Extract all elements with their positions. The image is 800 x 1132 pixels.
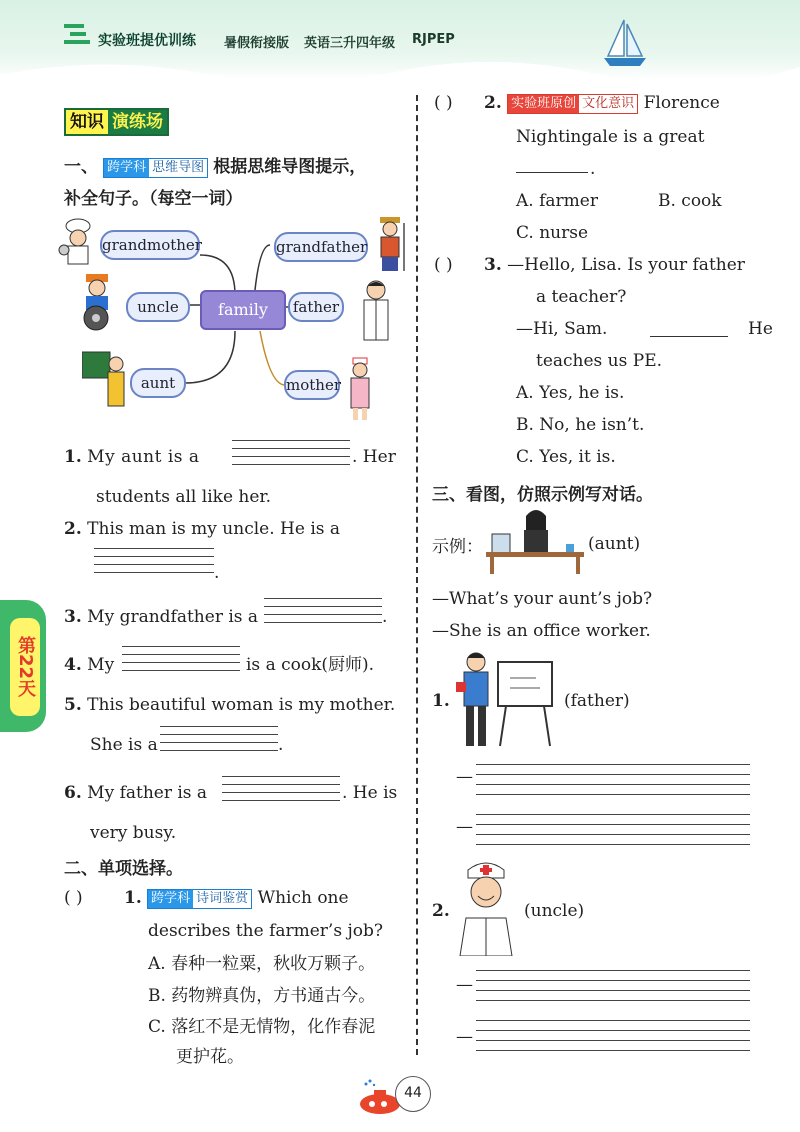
q3-line1 xyxy=(434,254,745,276)
header-wave xyxy=(0,55,800,95)
q2-line1 xyxy=(434,92,720,114)
q3-option-a[interactable]: A. Yes, he is. xyxy=(516,383,625,403)
edition-code: RJPEP xyxy=(412,32,455,47)
q1-option-c-cont: 更护花。 xyxy=(176,1047,244,1067)
p3-item-2-dash-2: — xyxy=(456,1027,473,1047)
p1-item-5-end: . xyxy=(278,735,284,755)
q2-text1: Florence xyxy=(643,93,720,113)
p1-item-6-text-a: My father is a xyxy=(87,783,208,803)
p1-item-5-blank[interactable] xyxy=(160,726,278,751)
tag-right: 思维导图 xyxy=(149,159,207,177)
course-label: 英语三升四年级 xyxy=(304,36,396,51)
doctor-figure-icon xyxy=(352,278,400,344)
q3-num: 3. xyxy=(484,255,502,275)
p1-item-6-text-c: very busy. xyxy=(90,823,177,843)
teacher-figure-icon xyxy=(82,348,128,408)
p1-item-1-line1 xyxy=(64,446,200,468)
q2-answer-paren[interactable]: ( ) xyxy=(434,93,453,113)
p1-item-5-num: 5. xyxy=(64,695,82,715)
badge-part1: 知识 xyxy=(66,110,108,134)
section-badge xyxy=(64,108,169,136)
p1-item-3-num: 3. xyxy=(64,607,82,627)
doctor-uncle-icon xyxy=(456,856,516,956)
p1-item-4-text-a: My xyxy=(87,655,115,675)
q1-text2: describes the farmer’s job? xyxy=(148,921,383,941)
office-worker-icon xyxy=(486,506,584,574)
q3-text3: —Hi, Sam. xyxy=(516,319,608,339)
q2-tag xyxy=(507,94,638,114)
q2-option-b[interactable]: B. cook xyxy=(658,191,722,211)
teacher-board-icon xyxy=(456,648,556,748)
farmer-figure-icon xyxy=(370,215,410,275)
p1-item-3-text-a: My grandfather is a xyxy=(87,607,259,627)
p1-item-2-num: 2. xyxy=(64,519,82,539)
q1-answer-paren[interactable]: ( ) xyxy=(64,888,83,908)
part1-heading xyxy=(64,152,366,178)
q1-tag-right: 诗词鉴赏 xyxy=(193,890,251,908)
p1-item-3-end: . xyxy=(382,607,388,627)
q1-tag-left: 跨学科 xyxy=(148,890,193,908)
q3-option-b[interactable]: B. No, he isn’t. xyxy=(516,415,645,435)
p1-item-1-text-b: . Her xyxy=(352,447,396,467)
sailboat-icon xyxy=(600,18,650,70)
p3-item-1-hint: (father) xyxy=(564,691,630,711)
q1-option-c[interactable]: C. 落红不是无情物，化作春泥 xyxy=(148,1017,376,1037)
q2-text2: Nightingale is a great xyxy=(516,127,705,147)
day-label: 第22天 xyxy=(10,618,40,716)
p3-item-2-hint: (uncle) xyxy=(524,901,585,921)
p1-item-2-end: . xyxy=(214,563,220,583)
mind-node-father: father xyxy=(288,292,344,322)
page-number: 44 xyxy=(395,1076,431,1112)
p1-item-4-blank[interactable] xyxy=(122,646,240,671)
p1-item-4-text-b: is a cook(厨师). xyxy=(246,655,375,675)
p1-item-1-num: 1. xyxy=(64,447,82,467)
p3-item-2-lines-2[interactable] xyxy=(476,1020,750,1051)
edition-label: 暑假衔接版 xyxy=(224,36,290,51)
nurse-figure-icon xyxy=(340,356,380,422)
badge-part2: 演练场 xyxy=(108,110,167,134)
p1-item-5-text-a: This beautiful woman is my mother. xyxy=(87,695,396,715)
p3-item-1-num: 1. xyxy=(432,691,450,711)
q3-option-c[interactable]: C. Yes, it is. xyxy=(516,447,616,467)
example-label: 示例： xyxy=(432,537,483,557)
p1-item-6-line1 xyxy=(64,782,207,804)
q1-num: 1. xyxy=(124,888,142,908)
mind-node-mother: mother xyxy=(284,370,340,400)
p3-item-1-dash-1: — xyxy=(456,767,473,787)
q1-option-b[interactable]: B. 药物辨真伪，方书通古今。 xyxy=(148,986,376,1006)
part1-instruction-2: 补全句子。（每空一词） xyxy=(64,189,243,209)
p1-item-3-blank[interactable] xyxy=(264,598,382,623)
q2-option-c[interactable]: C. nurse xyxy=(516,223,589,243)
q1-line1 xyxy=(64,887,349,909)
q3-blank[interactable] xyxy=(650,336,728,337)
p3-item-2-dash-1: — xyxy=(456,975,473,995)
cook-figure-icon xyxy=(58,218,98,268)
p3-item-2-lines-1[interactable] xyxy=(476,970,750,1001)
brand-logo-icon xyxy=(62,20,94,46)
p1-item-2-line1 xyxy=(64,518,340,540)
p1-item-2-blank[interactable] xyxy=(94,548,214,573)
example-answer: —She is an office worker. xyxy=(432,621,651,641)
q1-option-a[interactable]: A. 春种一粒粟，秋收万颗子。 xyxy=(148,954,376,974)
mind-node-grandmother: grandmother xyxy=(100,230,200,260)
driver-figure-icon xyxy=(74,272,122,332)
q3-answer-paren[interactable]: ( ) xyxy=(434,255,453,275)
mind-node-aunt: aunt xyxy=(130,368,186,398)
q1-text1: Which one xyxy=(257,888,349,908)
part1-tag xyxy=(103,158,208,178)
p3-item-1-lines-2[interactable] xyxy=(476,814,750,845)
q3-text2: a teacher? xyxy=(536,287,627,307)
p1-item-1-text-a: My aunt is a xyxy=(87,447,200,467)
p1-item-5-line1 xyxy=(64,694,395,716)
p1-item-6-num: 6. xyxy=(64,783,82,803)
q2-num: 2. xyxy=(484,93,502,113)
example-question: —What’s your aunt’s job? xyxy=(432,589,653,609)
q2-end: . xyxy=(590,159,596,179)
p1-item-1-blank[interactable] xyxy=(232,440,350,465)
q2-option-a[interactable]: A. farmer xyxy=(516,191,598,211)
q2-tag-right: 文化意识 xyxy=(579,95,637,113)
p3-item-2-num: 2. xyxy=(432,901,450,921)
mind-center-family: family xyxy=(200,290,286,330)
q1-tag xyxy=(147,889,252,909)
example-hint: (aunt) xyxy=(588,534,641,554)
q3-text4: teaches us PE. xyxy=(536,351,663,371)
mind-node-uncle: uncle xyxy=(126,292,190,322)
q2-tag-left: 实验班原创 xyxy=(508,95,579,113)
part3-title: 三、看图，仿照示例写对话。 xyxy=(432,485,653,505)
part1-title: 一、 xyxy=(64,157,98,177)
q3-text1: —Hello, Lisa. Is your father xyxy=(507,255,745,275)
p1-item-3-line1 xyxy=(64,606,258,628)
p3-item-1-dash-2: — xyxy=(456,817,473,837)
tag-left: 跨学科 xyxy=(104,159,149,177)
q3-text3b: He xyxy=(748,319,773,339)
p1-item-2-text-a: This man is my uncle. He is a xyxy=(87,519,341,539)
p1-item-6-blank[interactable] xyxy=(222,776,340,801)
p1-item-1-text-c: students all like her. xyxy=(96,487,272,507)
part1-instruction: 根据思维导图提示， xyxy=(213,157,367,177)
part2-title: 二、单项选择。 xyxy=(64,859,183,879)
brand-name: 实验班提优训练 xyxy=(98,33,196,49)
p1-item-6-text-b: . He is xyxy=(342,783,398,803)
p1-item-4-num: 4. xyxy=(64,655,82,675)
q2-blank[interactable] xyxy=(516,172,588,173)
mind-node-grandfather: grandfather xyxy=(274,232,368,262)
p1-item-5-text-b: She is a xyxy=(90,735,158,755)
p1-item-4-line1 xyxy=(64,654,114,676)
p3-item-1-lines-1[interactable] xyxy=(476,764,750,795)
